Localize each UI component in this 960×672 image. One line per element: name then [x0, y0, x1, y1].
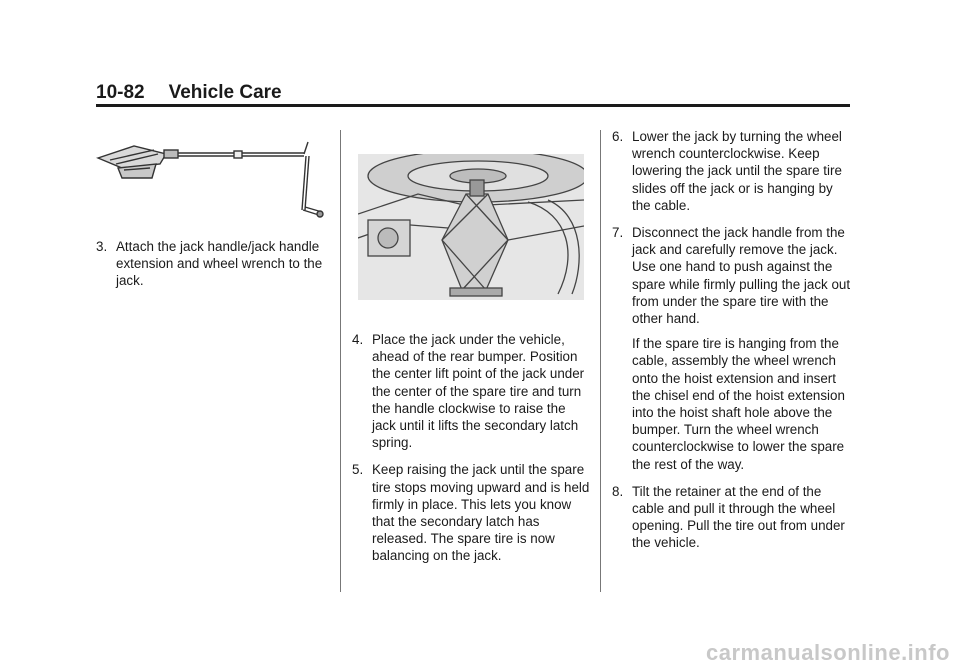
step-number: 8. [612, 483, 624, 499]
jack-under-spare-tire-illustration [358, 154, 584, 300]
step-text: Keep raising the jack until the spare tire stops moving upward and is held firmly in place. This lets you know that the secondary latch has released. The spare tire is now balancing on the jack. [372, 462, 590, 564]
note-text: If the spare tire is hanging from the cable, assembly the wheel wrench onto the hoist extension and insert the chisel end of the hoist extension into the hoist shaft hole above the bumper. Turn the wheel wrench counterclockwise to lower the spare the rest of the way. [632, 336, 845, 472]
step-6 [612, 128, 852, 214]
spare-tire-hanging-note [612, 335, 852, 473]
step-8 [612, 483, 852, 552]
step-text: Disconnect the jack handle from the jack and carefully remove the jack. Use one hand to push against the spare while firmly pulling the jack out from under the spare tire with the other hand. [632, 225, 851, 327]
step-text: Place the jack under the vehicle, ahead of the rear bumper. Position the center lift point of the jack under the center of the spare tire and turn the handle clockwise to raise the jack until it lifts the secondary latch spring. [372, 332, 585, 451]
watermark: carmanualsonline.info [706, 640, 950, 665]
page-number: 10-82 [96, 82, 145, 103]
step-number: 4. [352, 332, 364, 347]
step-text: Lower the jack by turning the wheel wrench counterclockwise. Keep lowering the jack until the spare tire slides off the jack or is hanging by the cable. [632, 129, 842, 213]
left-column [96, 238, 326, 300]
step-number: 5. [352, 462, 364, 478]
jack-handle-illustration [94, 138, 324, 228]
step-text: Tilt the retainer at the end of the cable and pull it through the wheel opening. Pull the tire out from under the vehicle. [632, 483, 845, 551]
column-divider-right [600, 130, 601, 592]
header-rule [96, 104, 850, 107]
step-7 [612, 224, 852, 327]
right-column [612, 128, 852, 562]
step-number: 7. [612, 225, 624, 241]
step-text: Attach the jack handle/jack handle extension and wheel wrench to the jack. [116, 239, 323, 289]
page-header [96, 82, 282, 104]
middle-column [352, 331, 592, 575]
section-title: Vehicle Care [168, 82, 282, 103]
step-4 [352, 331, 592, 451]
column-divider-left [340, 130, 341, 592]
step-3 [96, 238, 326, 290]
step-5 [352, 461, 592, 564]
step-number: 6. [612, 129, 624, 144]
step-number: 3. [96, 239, 108, 254]
